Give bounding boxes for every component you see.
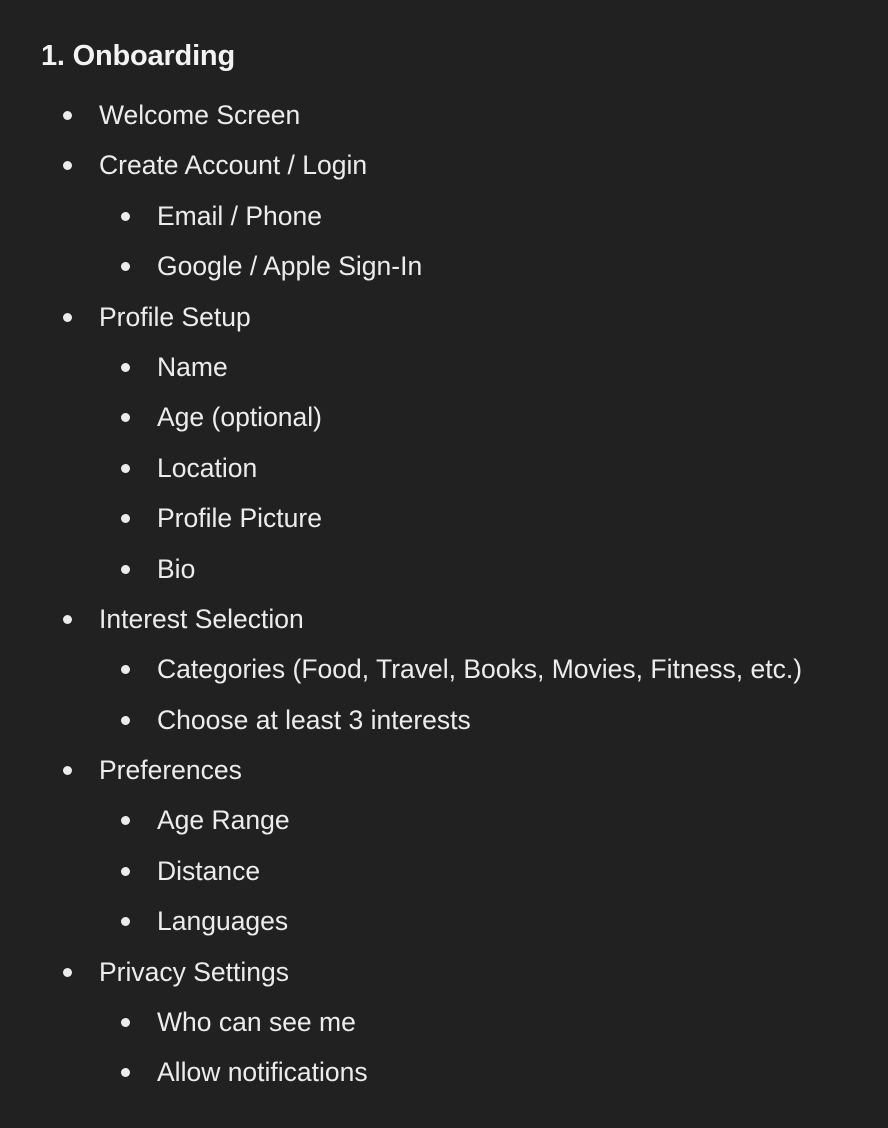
list-item-label: Preferences (99, 755, 242, 786)
bullet-icon (63, 968, 72, 977)
bullet-icon (121, 212, 130, 221)
sublist-item (99, 493, 888, 543)
sublist-item (99, 241, 888, 291)
sublist-item-label: Name (157, 351, 228, 382)
bullet-icon (63, 111, 72, 120)
onboarding-list (41, 90, 888, 1098)
bullet-icon (121, 565, 130, 574)
sublist-item (99, 997, 888, 1047)
bullet-icon (121, 1018, 130, 1027)
bullet-icon (121, 363, 130, 372)
sublist-item-label: Distance (157, 855, 261, 886)
sublist-preferences (99, 795, 888, 946)
bullet-icon (121, 917, 130, 926)
bullet-icon (121, 816, 130, 825)
list-item-privacy-settings (41, 947, 888, 1098)
sublist-item (99, 191, 888, 241)
sublist-item (99, 392, 888, 442)
sublist-item-label: Age Range (157, 805, 290, 836)
list-item-profile-setup (41, 292, 888, 594)
bullet-icon (121, 716, 130, 725)
list-item-label: Interest Selection (99, 603, 304, 634)
sublist-create-account (99, 191, 888, 292)
sublist-item (99, 1047, 888, 1097)
sublist-item-label: Email / Phone (157, 200, 322, 231)
section-heading: 1. Onboarding (41, 40, 235, 72)
sublist-item-label: Who can see me (157, 1007, 356, 1038)
list-item-preferences (41, 745, 888, 947)
bullet-icon (63, 615, 72, 624)
bullet-icon (121, 514, 130, 523)
bullet-icon (63, 161, 72, 170)
sublist-item-label: Profile Picture (157, 503, 322, 534)
bullet-icon (121, 464, 130, 473)
sublist-item-label: Categories (Food, Travel, Books, Movies, Fitness, etc.) (157, 654, 803, 685)
sublist-privacy-settings (99, 997, 888, 1098)
sublist-item-label: Google / Apple Sign-In (157, 251, 423, 282)
sublist-item (99, 544, 888, 594)
sublist-item (99, 896, 888, 946)
bullet-icon (63, 313, 72, 322)
bullet-icon (63, 766, 72, 775)
list-item-label: Welcome Screen (99, 100, 301, 130)
sublist-item (99, 795, 888, 845)
sublist-profile-setup (99, 342, 888, 594)
sublist-item-label: Languages (157, 906, 289, 937)
sublist-item-label: Choose at least 3 interests (157, 704, 471, 735)
list-item-label: Create Account / Login (99, 150, 368, 181)
sublist-item-label: Bio (157, 553, 196, 584)
sublist-item (99, 846, 888, 896)
bullet-icon (121, 413, 130, 422)
list-item-welcome-screen (41, 90, 888, 140)
sublist-item (99, 342, 888, 392)
sublist-item (99, 644, 888, 694)
sublist-item-label: Location (157, 452, 258, 483)
sublist-item (99, 443, 888, 493)
bullet-icon (121, 867, 130, 876)
list-item-interest-selection (41, 594, 888, 745)
list-item-label: Profile Setup (99, 301, 251, 332)
sublist-item-label: Allow notifications (157, 1057, 368, 1088)
list-item-create-account (41, 140, 888, 291)
bullet-icon (121, 665, 130, 674)
bullet-icon (121, 262, 130, 271)
sublist-item-label: Age (optional) (157, 402, 322, 433)
bullet-icon (121, 1068, 130, 1077)
sublist-interest-selection (99, 644, 888, 745)
list-item-label: Privacy Settings (99, 956, 289, 987)
sublist-item (99, 695, 888, 745)
